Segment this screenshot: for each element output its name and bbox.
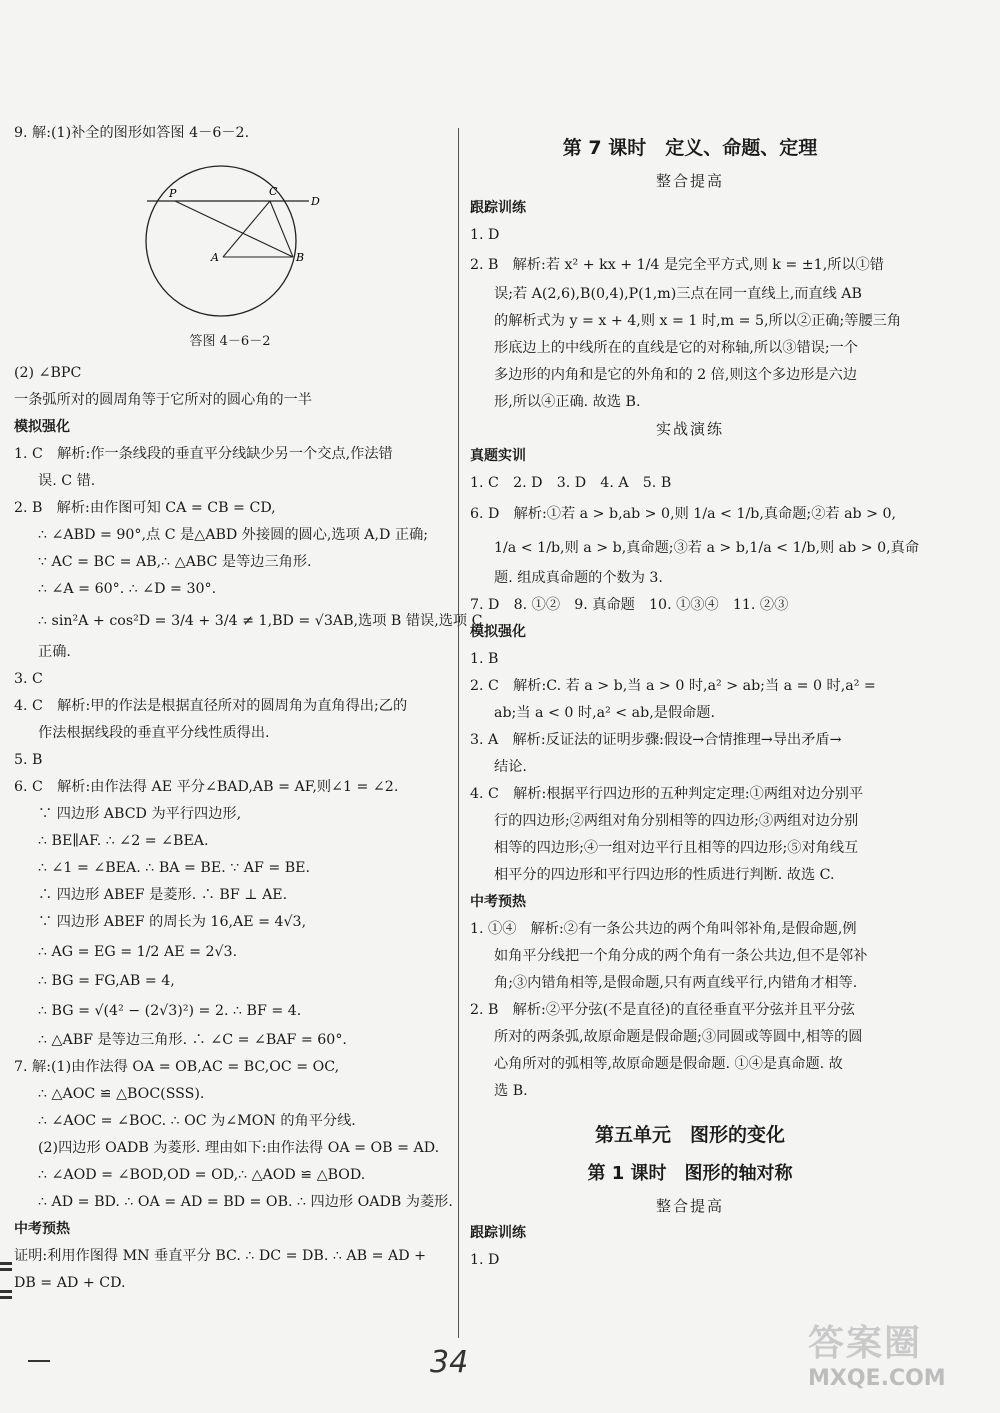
list-item: ab;当 a < 0 时,a² < ab,是假命题.	[494, 705, 715, 721]
segment-ca	[223, 201, 270, 257]
label-p: P	[169, 187, 177, 200]
margin-mark	[0, 1262, 12, 1265]
section-moni-right: 模拟强化	[470, 624, 526, 640]
list-item: 2. B 解析:若 x² + kx + 1/4 是完全平方式,则 k = ±1,所以①错	[470, 257, 884, 273]
list-item: 1. C 解析:作一条线段的垂直平分线缺少另一个交点,作法错	[14, 446, 393, 462]
q9-part2: (2) ∠BPC	[14, 365, 82, 381]
list-item: ∵ 四边形 ABCD 为平行四边形,	[38, 806, 242, 822]
list-item: 证明:利用作图得 MN 垂直平分 BC. ∴ DC = DB. ∴ AB = AD +	[14, 1248, 426, 1264]
lesson-title: 第 7 课时 定义、命题、定理	[562, 137, 818, 159]
subtitle-zhenghe: 整合提高	[655, 172, 724, 190]
list-item: 5. B	[14, 752, 43, 768]
list-item: ∴ BG = FG,AB = 4,	[38, 973, 175, 989]
list-item: 结论.	[494, 759, 527, 775]
lesson1-title: 第 1 课时 图形的轴对称	[587, 1163, 793, 1184]
list-item: 相等的四边形;④一组对边平行且相等的四边形;⑤对角线互	[494, 840, 859, 856]
list-item: 正确.	[38, 644, 71, 660]
list-item: ∴ AG = EG = 1/2 AE = 2√3.	[38, 944, 238, 960]
list-item: 心角所对的弧相等,故原命题是假命题. ①④是真命题. 故	[494, 1056, 843, 1072]
list-item: 行的四边形;②两组对角分别相等的四边形;③两组对边分别	[494, 813, 859, 829]
list-item: 多边形的内角和是它的外角和的 2 倍,则这个多边形是六边	[494, 367, 858, 383]
list-item: ∴ ∠AOC = ∠BOC. ∴ OC 为∠MON 的角平分线.	[38, 1113, 356, 1129]
circle-diagram	[139, 149, 329, 329]
list-item: 如角平分线把一个角分成的两个角有一条公共边,但不是邻补	[494, 948, 868, 964]
list-item: 4. C 解析:根据平行四边形的五种判定定理:①两组对边分别平	[470, 786, 864, 802]
subtitle-shizhan: 实战演练	[655, 420, 724, 438]
page-number: 34	[430, 1345, 469, 1380]
section-moni: 模拟强化	[14, 419, 70, 435]
list-item: ∴ sin²A + cos²D = 3/4 + 3/4 ≠ 1,BD = √3AB,选项 B 错误,选项 C	[38, 613, 483, 629]
list-item: ∴ AD = BD. ∴ OA = AD = BD = OB. ∴ 四边形 OADB 为菱形.	[38, 1194, 453, 1210]
list-item: ∴ ∠ABD = 90°,点 C 是△ABD 外接圆的圆心,选项 A,D 正确;	[38, 527, 429, 543]
footer-rule	[28, 1360, 50, 1362]
list-item: (2)四边形 OADB 为菱形. 理由如下:由作法得 OA = OB = AD.	[38, 1140, 440, 1156]
list-item: 2. C 解析:C. 若 a > b,当 a > 0 时,a² > ab;当 a = 0 时,a² =	[470, 678, 876, 694]
watermark-url: MXQE.COM	[808, 1366, 946, 1391]
list-item: DB = AD + CD.	[14, 1275, 126, 1291]
subtitle-zhenghe-2: 整合提高	[655, 1197, 724, 1215]
q9-head: 9. 解:(1)补全的图形如答图 4－6－2.	[14, 125, 250, 141]
list-item: 作法根据线段的垂直平分线性质得出.	[38, 725, 270, 741]
section-genzong-2: 跟踪训练	[470, 1225, 526, 1241]
watermark	[808, 1322, 993, 1408]
list-item: 相平分的四边形和平行四边形的性质进行判断. 故选 C.	[494, 867, 835, 883]
list-item: 题. 组成真命题的个数为 3.	[494, 570, 663, 586]
list-item: ∵ AC = BC = AB,∴ △ABC 是等边三角形.	[38, 554, 312, 570]
column-divider	[458, 128, 459, 1338]
list-item: 误. C 错.	[38, 473, 96, 489]
list-item: 3. A 解析:反证法的证明步骤:假设→合情推理→导出矛盾→	[470, 732, 842, 748]
list-item: 的解析式为 y = x + 4,则 x = 1 时,m = 5,所以②正确;等腰三角	[494, 313, 902, 329]
section-zhenti: 真题实训	[470, 448, 526, 464]
list-item: 选 B.	[494, 1083, 528, 1099]
list-item: 1. ①④ 解析:②有一条公共边的两个角叫邻补角,是假命题,例	[470, 921, 857, 937]
section-zhongkao-right: 中考预热	[470, 894, 526, 910]
list-item: ∴ △ABF 是等边三角形. ∴ ∠C = ∠BAF = 60°.	[38, 1032, 347, 1048]
section-zhongkao: 中考预热	[14, 1221, 70, 1237]
section-genzong: 跟踪训练	[470, 200, 526, 216]
watermark-logo: 答案圈	[808, 1323, 923, 1364]
figure-caption: 答图 4－6－2	[189, 334, 271, 349]
list-item: 3. C	[14, 671, 43, 687]
list-item: 角;③内错角相等,是假命题,只有两直线平行,内错角才相等.	[494, 975, 858, 991]
list-item: 1. D	[470, 1252, 500, 1268]
list-item: 7. D 8. ①② 9. 真命题 10. ①③④ 11. ②③	[470, 597, 789, 613]
list-item: 2. B 解析:②平分弦(不是直径)的直径垂直平分弦并且平分弦	[470, 1002, 855, 1018]
list-item: 1. D	[470, 227, 500, 243]
list-item: ∴ ∠1 = ∠BEA. ∴ BA = BE. ∵ AF = BE.	[38, 860, 311, 876]
list-item: ∴ 四边形 ABEF 是菱形. ∴ BF ⊥ AE.	[38, 887, 288, 903]
margin-mark	[0, 1268, 12, 1271]
circle-figure	[14, 147, 446, 332]
list-item: ∵ 四边形 ABEF 的周长为 16,AE = 4√3,	[38, 914, 307, 930]
left-column	[14, 120, 483, 1297]
list-item: 1/a < 1/b,则 a > b,真命题;③若 a > b,1/a < 1/b,则 ab > 0,真命	[494, 540, 920, 556]
list-item: 1. B	[470, 651, 499, 667]
right-column	[470, 120, 920, 1274]
list-item: 1. C 2. D 3. D 4. A 5. B	[470, 475, 672, 491]
list-item: 7. 解:(1)由作法得 OA = OB,AC = BC,OC = OC,	[14, 1059, 340, 1075]
list-item: ∴ BG = √(4² − (2√3)²) = 2. ∴ BF = 4.	[38, 1003, 302, 1019]
list-item: 6. D 解析:①若 a > b,ab > 0,则 1/a < 1/b,真命题;②若 ab > 0,	[470, 506, 897, 522]
list-item: 4. C 解析:甲的作法是根据直径所对的圆周角为直角得出;乙的	[14, 698, 408, 714]
label-c: C	[269, 185, 278, 198]
label-b: B	[296, 251, 305, 264]
unit-title: 第五单元 图形的变化	[594, 1124, 785, 1146]
list-item: 6. C 解析:由作法得 AE 平分∠BAD,AB = AF,则∠1 = ∠2.	[14, 779, 399, 795]
margin-mark	[0, 1296, 12, 1299]
list-item: ∴ ∠AOD = ∠BOD,OD = OD,∴ △AOD ≌ △BOD.	[38, 1167, 366, 1183]
list-item: 所对的两条弧,故原命题是假命题;③同圆或等圆中,相等的圆	[494, 1029, 863, 1045]
list-item: 形底边上的中线所在的直线是它的对称轴,所以③错误;一个	[494, 340, 858, 356]
list-item: 误;若 A(2,6),B(0,4),P(1,m)三点在同一直线上,而直线 AB	[494, 286, 862, 302]
margin-mark	[0, 1290, 12, 1293]
segment-pb	[175, 201, 293, 257]
list-item: ∴ BE∥AF. ∴ ∠2 = ∠BEA.	[38, 833, 209, 849]
list-item: ∴ △AOC ≌ △BOC(SSS).	[38, 1086, 205, 1102]
list-item: 形,所以④正确. 故选 B.	[494, 394, 641, 410]
q9-reason: 一条弧所对的圆周角等于它所对的圆心角的一半	[14, 392, 312, 408]
label-d: D	[311, 195, 320, 208]
label-a: A	[211, 251, 219, 264]
list-item: 2. B 解析:由作图可知 CA = CB = CD,	[14, 500, 276, 516]
list-item: ∴ ∠A = 60°. ∴ ∠D = 30°.	[38, 581, 217, 597]
